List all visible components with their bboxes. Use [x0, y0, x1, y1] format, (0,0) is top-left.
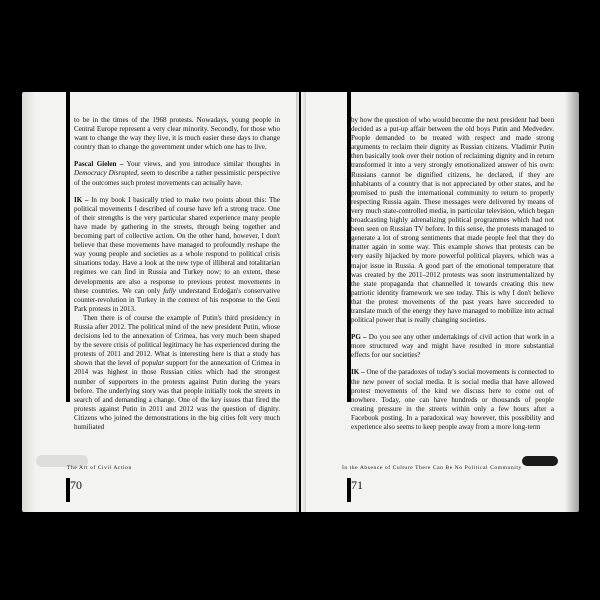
paragraph: [351, 333, 554, 360]
right-page-body: [351, 116, 554, 432]
right-margin-rule-top: [347, 92, 351, 402]
body-text: support for the annexation of Crimea in 2014 was highest in those Russian cities which had the strongest number of supporters in the protests against Putin during the years before. The underlying story was that people initially took the streets in search of and demanding a change. One of the key issues that fired the protests against Putin in 2011 and 2012 was the question of dignity. Citizens who joined the demonstrations in the big cities felt very much humiliated: [74, 359, 281, 431]
body-text: In my book I basically tried to make two points about this: The political movements I described of course have left a strong trace. One of their strengths is the very particular shared experience many people have made by gathering in the streets, through being together and becoming part of collective action. On the other hand, however, I don't believe that these movements have managed to profoundly reshape the way young people and societies as a whole respond to political crisis situations today. Have a look at the new type of illiberal and totalitarian regimes we can find in Russia and Turkey now; to an extent, these developments are also a response to previous protest movements in these countries. We can only: [74, 195, 280, 295]
left-running-head: The Art of Civil Action: [67, 465, 132, 471]
paragraph: [74, 116, 280, 152]
speaker-label: IK –: [74, 195, 89, 204]
paragraph: [351, 116, 554, 325]
left-page-body: [74, 116, 280, 432]
left-margin-rule-top: [66, 92, 70, 402]
right-edge-shadow: [565, 92, 579, 512]
left-edge-shadow: [22, 92, 36, 512]
paragraph: [74, 160, 280, 187]
left-page: [22, 92, 299, 512]
speaker-label: PG –: [351, 333, 367, 342]
paragraph: [351, 368, 554, 432]
body-text: understand Erdoğan's conservative counter-revolution in Turkey in the context of his response to the Gezi Park protests in 2013.: [74, 286, 280, 313]
speaker-label: IK –: [351, 368, 365, 377]
italic-text: Democracy Disrupted: [74, 169, 138, 178]
italic-text: popular: [141, 359, 165, 368]
right-page: [301, 92, 579, 512]
body-text: by how the question of who would become the next president had been decided as a put-up affair between the old boys Putin and Medvedev. People demanded to be treated with respect and made strong arguments to reclaim their dignity as Russian citizens. Vladimir Putin then basically took over their notion of reclaiming dignity and in return transformed it into a very strongly emotionalized answer of his own: Russians cannot be dignified citizens, he declared, if they are inhabitants of a country that is not appreciated by other states, and he promised to push the international community to return to properly respecting Russia again. These messages were delivered by means of very much state-controlled media, in particular television, which began broadcasting highly adrenalizing political programmes which had not been seen on Russian TV before. In this sense, the protests managed to generate a lot of strong sentiments that made people feel that they do matter again in some way. This example shows that protests can be very easily hijacked by more powerful political players, which was a major issue in Russia. A good part of the emotional temperature that was created by the 2011–2012 protests was soon instrumentalized by the state propaganda that channelled it towards creating this new patriotic identity framework we see today. This is why I don't believe that the protest movements of the past years have succeeded to translate much of the energy they have managed to mobilize into actual political power that is really changing societies.: [351, 116, 554, 325]
body-text: Then there is of course the example of Putin's third presidency in Russia after 2012. The political mind of the new president Putin, whose decisions led to the annexation of Crimea, has very much been shaped by the severe crisis of political legitimacy he has experienced during the protests of 2011 and 2012. What is interesting here is that a study has shown that the level of: [74, 313, 280, 368]
body-text: Your views, and you introduce similar thoughts in: [123, 160, 280, 169]
right-page-number: 71: [351, 478, 363, 492]
body-text: One of the paradoxes of today's social movements is connected to the new power of social media. It is social media that have allowed protest movements of the kind we discuss here to come out of nowhere. Today, one can have hundreds or thousands of people creating pressure in the streets within only a few hours after a Facebook posting. In a paradoxical way however, this possibility and experience also seems to keep people away from a more long-term: [351, 368, 554, 431]
paragraph: [74, 196, 280, 314]
body-text: to be in the times of the 1968 protests. Nowadays, young people in Central Europe represent a very clear minority. Secondly, for those who want to change the way they live, it is much easier these days to change country than to change the government under which one has to live.: [74, 116, 280, 152]
body-text: Do you see any other undertakings of civil action that work in a more structured way and might have resulted in more substantial effects for our societies?: [351, 333, 554, 360]
italic-text: fully: [163, 286, 176, 295]
right-running-head: In the Absence of Culture There Can Be No Political Community: [342, 465, 522, 471]
left-page-number: 70: [70, 478, 82, 492]
paragraph: [74, 314, 280, 432]
body-text: , seem to describe a rather pessimistic perspective of the outcomes such protest movements can actually have.: [74, 169, 280, 187]
right-page-blur-mark: [522, 456, 558, 466]
speaker-label: Pascal Gielen –: [74, 160, 124, 169]
